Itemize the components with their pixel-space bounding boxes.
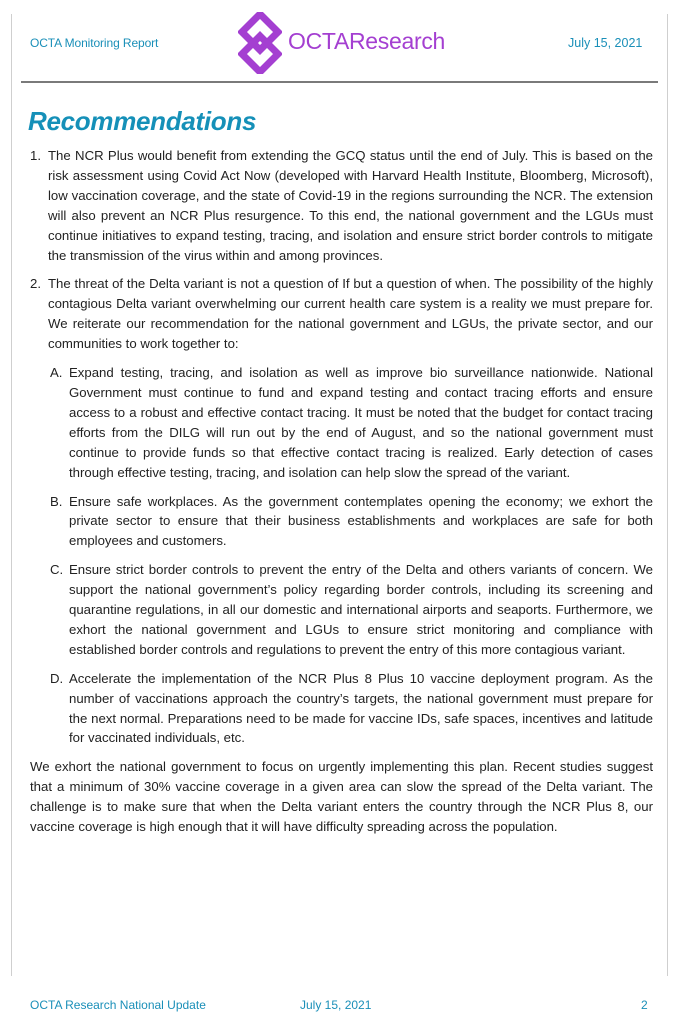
item-text: The threat of the Delta variant is not a question of If but a question of when. The possibility of the highly contagious Delta variant overwhelming our current health care system is a reality we must prepare for. We reiterate our recommendation for the national government and LGUs, the private sector, and our communities to work together to:	[48, 276, 653, 352]
subitem-b	[50, 492, 653, 552]
page-header	[0, 0, 674, 84]
footer-label: OCTA Research National Update	[30, 998, 206, 1012]
subitem-letter: C.	[50, 562, 64, 578]
subitem-d	[50, 669, 653, 749]
subitem-text: Accelerate the implementation of the NCR Plus 8 Plus 10 vaccine deployment program. As the number of vaccinations approach the country’s targets, the national government must prepare for the next normal. Preparations need to be made for vaccine IDs, safe spaces, incentives and latitude for vaccinated individuals, etc.	[69, 670, 653, 746]
page-border-left	[11, 14, 12, 976]
closing-paragraph: We exhort the national government to focus on urgently implementing this plan. Recent studies suggest that a minimum of 30% vaccine coverage in a given area can slow the spread of the Delta variant. The challenge is to make sure that when the Delta variant enters the country through the NCR Plus 8, our vaccine coverage is high enough that it will have difficulty spreading across the population.	[30, 759, 653, 835]
item-number: 1.	[30, 148, 41, 163]
subitem-letter: D.	[50, 670, 64, 686]
subitem-text: Ensure safe workplaces. As the government contemplates opening the economy; we exhort the private sector to ensure that their business establishments and workplaces are safe for both employees and customers.	[69, 493, 653, 549]
report-label: OCTA Monitoring Report	[30, 36, 159, 50]
header-divider	[21, 81, 658, 83]
recommendations-body	[30, 146, 653, 837]
subitem-text: Ensure strict border controls to prevent the entry of the Delta and others variants of concern. We support the national government’s policy regarding border controls, including its screening and quarantine regulations, in all our domestic and international airports and seaports. Furthermore, we exhort the national government and LGUs to ensure strict monitoring and compliance with established border controls and regulations to prevent the entry of this more contagious variant.	[69, 562, 653, 657]
subitem-a	[50, 363, 653, 482]
subitem-letter: A.	[50, 365, 63, 381]
footer-date: July 15, 2021	[300, 998, 372, 1012]
subitem-letter: B.	[50, 493, 63, 509]
recommendation-item-1	[30, 146, 653, 265]
header-date: July 15, 2021	[568, 36, 643, 50]
subitem-c	[50, 560, 653, 660]
item-text: The NCR Plus would benefit from extending the GCQ status until the end of July. This is based on the risk assessment using Covid Act Now (developed with Harvard Health Institute, Bloomberg, Microsoft), low vaccination coverage, and the state of Covid-19 in the regions surrounding the NCR. The extension will also prevent an NCR Plus resurgence. To this end, the national government and the LGUs must continue initiatives to expand testing, tracing, and isolation and ensure strict border controls to mitigate the transmission of the virus within and among provinces.	[48, 148, 653, 263]
recommendation-item-2	[30, 274, 653, 748]
page-border-right	[667, 14, 668, 976]
octa-research-logo	[238, 12, 448, 74]
item-number: 2.	[30, 276, 41, 292]
logo-text: OCTAResearch	[288, 28, 446, 54]
subitem-text: Expand testing, tracing, and isolation as well as improve bio surveillance nationwide. National Government must continue to fund and expand testing and contact tracing efforts and ensure access to a robust and effective contact tracing. It must be noted that the budget for contact tracing efforts from the DILG will run out by the end of August, and so the national government must continue to provide funds so that effective contact tracing is realized. Early detection of cases through effective testing, tracing, and isolation can help slow the spread of the variant.	[69, 365, 653, 480]
page-title: Recommendations	[28, 106, 257, 136]
page-number: 2	[641, 998, 648, 1012]
octa-diamond-logo-icon	[238, 12, 282, 74]
